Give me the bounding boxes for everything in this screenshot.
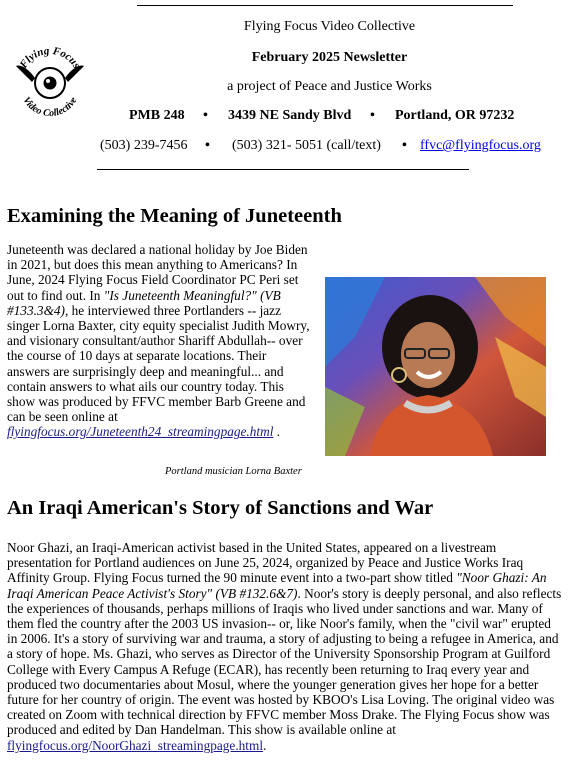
address-bullet-1: • [203,108,208,123]
photo-caption: Portland musician Lorna Baxter [165,466,302,477]
article-1-text-2: , he interviewed three Portlanders -- jazz singer Lorna Baxter, city equity specialist Judith Mowry, and visionary consultant/author Shariff Abdullah-- over the course of 10 days at separate locations. Their answers are surprisingly deep and meaningful... and contain answers to what ails our country today. This show was produced by FFVC member Barb Greene and can be seen online at [7,302,310,425]
contact-bullet-2: • [402,138,407,153]
lorna-baxter-photo [325,277,546,456]
header-bottom-rule [97,169,469,170]
article-2-body [7,540,563,753]
address-pmb: PMB 248 [129,108,185,123]
article-1-link[interactable]: flyingfocus.org/Juneteenth24_streamingpage.html [7,424,274,440]
article-1-text-3: . [273,424,281,440]
logo-top-text: Flying Focus [17,44,83,71]
article-2-show-title: "Noor Ghazi: An Iraqi American Peace Activist's Story" (VB #132.6&7) [7,570,547,601]
logo-bottom-text: Video Collective [20,95,80,118]
contact-bullet-1: • [205,138,210,153]
address-street: 3439 NE Sandy Blvd [228,108,352,123]
org-name: Flying Focus Video Collective [243,19,416,34]
article-1-text-1: Juneteenth was declared a national holiday by Joe Biden in 2021, but does this mean anything to Americans? In June, 2024 Flying Focus Field Coordinator PC Peri set out to find out. In [7,242,308,303]
article-1-show-title: "Is Juneteenth Meaningful?" (VB #133.3&4) [7,287,281,318]
article-2-text-1: Noor Ghazi, an Iraqi-American activist based in the United States, appeared on a livestream presentation for Portland audiences on June 25, 2024, organized by Peace and Justice Works Iraq Affinity Group. Flying Focus turned the 90 minute event into a two-part show titled [7,540,524,586]
newsletter-title: February 2025 Newsletter [251,50,408,65]
address-bullet-2: • [370,108,375,123]
article-2-text-2: . Noor's story is deeply personal, and also reflects the experiences of thousands, perhaps millions of Iraqis who lived under sanctions and war. Many of them fled the country after the 2003 US invasion-- or, like Noor's family, when the "civil war" erupted in 2006. It's a story of surviving war and trauma, a story of adjusting to being a refugee in America, and a story of hope. Ms. Ghazi, who serves as Director of the University Sponsorship Program at Guilford College with Every Campus A Refuge (ECAR), has recently been returning to Iraq every year and produced two documentaries about Mosul, where the younger generation gives her hope for a better future for her country of origin. The event was hosted by KBOO's Lisa Loving. The original video was created on Zoom with technical direction by FFVC member Moss Drake. The Flying Focus show was produced and edited by Dan Handelman. This show is available online at [7,585,562,738]
article-2-title: An Iraqi American's Story of Sanctions and War [7,497,434,519]
article-1-body [7,242,311,440]
phone-number-1: (503) 239-7456 [100,138,188,153]
address-city: Portland, OR 97232 [395,108,515,123]
header-top-rule [137,5,513,6]
article-2-link[interactable]: flyingfocus.org/NoorGhazi_streamingpage.html [7,737,264,753]
article-2-text-3: . [263,737,267,753]
tagline: a project of Peace and Justice Works [227,79,432,94]
email-link[interactable]: ffvc@flyingfocus.org [420,138,541,153]
phone-number-2: (503) 321- 5051 (call/text) [232,138,381,153]
article-1-title: Examining the Meaning of Juneteenth [7,205,342,227]
